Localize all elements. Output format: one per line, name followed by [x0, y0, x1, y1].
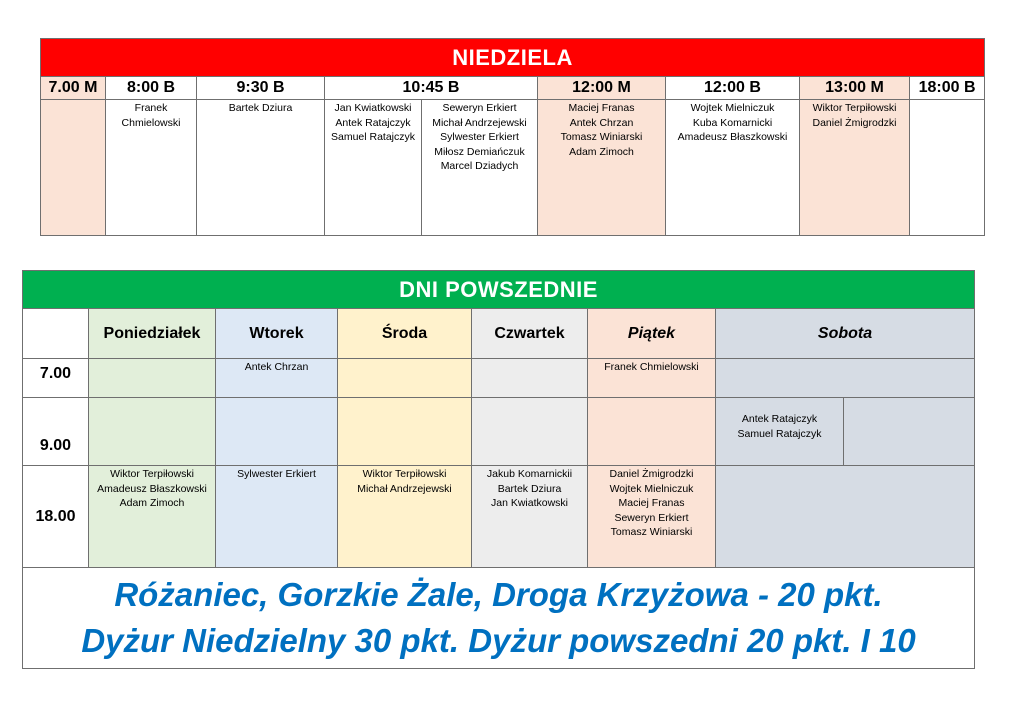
sunday-cell [666, 100, 800, 236]
person-name: Jan Kwiatkowski [490, 497, 569, 509]
person-name: Daniel Żmigrodzki [812, 116, 897, 129]
sunday-time-header: 12:00 M [538, 77, 666, 100]
weekday-cell [588, 398, 716, 466]
person-name: Sylwester Erkiert [237, 468, 316, 480]
time-label: 7.00 [23, 359, 89, 398]
person-name: Antek Ratajczyk [335, 116, 411, 129]
day-header: Piątek [588, 309, 716, 359]
person-name: Samuel Ratajczyk [330, 131, 416, 143]
person-name: Antek Ratajczyk [741, 413, 818, 425]
day-header: Sobota [716, 309, 975, 359]
weekday-cell [472, 359, 588, 398]
weekday-cell [716, 398, 844, 466]
weekday-cell [588, 359, 716, 398]
person-name: Jakub Komarnickii [486, 468, 573, 480]
weekday-cell [216, 359, 338, 398]
sunday-cell [41, 100, 106, 236]
sunday-cell [325, 100, 422, 236]
day-header: Środa [338, 309, 472, 359]
person-name: Wiktor Terpiłowski [812, 102, 897, 114]
person-name: Wojtek Mielniczuk [690, 102, 775, 114]
person-name: Wojtek Mielniczuk [609, 482, 694, 495]
sunday-time-header: 10:45 B [325, 77, 538, 100]
day-header: Czwartek [472, 309, 588, 359]
weekday-cell [716, 466, 975, 568]
sunday-cell [538, 100, 666, 236]
person-name: Marcel Dziadych [440, 160, 519, 172]
sunday-time-header: 7.00 M [41, 77, 106, 100]
person-name: Chmielowski [121, 116, 181, 129]
person-name: Tomasz Winiarski [610, 526, 693, 538]
person-name: Antek Chrzan [244, 361, 309, 373]
sunday-cell [800, 100, 910, 236]
weekday-cell [716, 359, 975, 398]
time-label: 18.00 [23, 466, 89, 568]
person-name: Maciej Franas [618, 497, 685, 509]
person-name: Bartek Dziura [497, 482, 562, 495]
person-name: Tomasz Winiarski [560, 131, 643, 143]
weekday-cell [844, 398, 975, 466]
person-name: Samuel Ratajczyk [737, 427, 822, 440]
weekday-cell [588, 466, 716, 568]
sunday-time-header: 12:00 B [666, 77, 800, 100]
sunday-cell [910, 100, 985, 236]
time-label: 9.00 [23, 398, 89, 466]
sunday-cell [422, 100, 538, 236]
day-header: Poniedziałek [89, 309, 216, 359]
person-name: Amadeusz Błaszkowski [677, 131, 788, 143]
weekday-cell [472, 466, 588, 568]
person-name: Michał Andrzejewski [357, 482, 452, 495]
weekday-cell [338, 359, 472, 398]
weekday-schedule-table [22, 270, 975, 669]
weekday-cell [89, 359, 216, 398]
weekday-cell [216, 466, 338, 568]
sunday-time-header: 9:30 B [197, 77, 325, 100]
person-name: Maciej Franas [568, 102, 635, 114]
person-name: Franek [134, 102, 168, 114]
weekday-cell [338, 466, 472, 568]
weekday-cell [89, 398, 216, 466]
person-name: Amadeusz Błaszkowski [97, 482, 207, 495]
person-name: Adam Zimoch [119, 497, 185, 509]
person-name: Miłosz Demiańczuk [434, 145, 525, 158]
weekday-cell [216, 398, 338, 466]
person-name: Wiktor Terpiłowski [362, 468, 447, 480]
person-name: Michał Andrzejewski [432, 116, 527, 129]
weekday-cell [472, 398, 588, 466]
person-name: Sylwester Erkiert [440, 131, 519, 143]
points-footer [23, 568, 975, 669]
sunday-time-header: 18:00 B [910, 77, 985, 100]
sunday-time-header: 13:00 M [800, 77, 910, 100]
sunday-time-header: 8:00 B [106, 77, 197, 100]
person-name: Bartek Dziura [228, 102, 293, 114]
person-name: Wiktor Terpiłowski [110, 468, 194, 480]
day-header: Wtorek [216, 309, 338, 359]
person-name: Kuba Komarnicki [692, 116, 773, 129]
corner-cell [23, 309, 89, 359]
person-name: Adam Zimoch [569, 145, 634, 158]
sunday-title: NIEDZIELA [41, 39, 985, 77]
sunday-cell [197, 100, 325, 236]
person-name: Franek Chmielowski [604, 361, 699, 373]
person-name: Daniel Żmigrodzki [609, 468, 694, 480]
footer-line: Dyżur Niedzielny 30 pkt. Dyżur powszedni 20 pkt. I 10 [81, 622, 916, 659]
footer-line: Różaniec, Gorzkie Żale, Droga Krzyżowa - 20 pkt. [114, 576, 883, 613]
person-name: Antek Chrzan [569, 116, 634, 129]
weekday-cell [89, 466, 216, 568]
weekday-title: DNI POWSZEDNIE [23, 271, 975, 309]
weekday-cell [338, 398, 472, 466]
person-name: Jan Kwiatkowski [334, 102, 412, 114]
sunday-cell [106, 100, 197, 236]
person-name: Seweryn Erkiert [442, 102, 517, 114]
person-name: Seweryn Erkiert [614, 511, 689, 524]
sunday-schedule-table [40, 38, 985, 236]
